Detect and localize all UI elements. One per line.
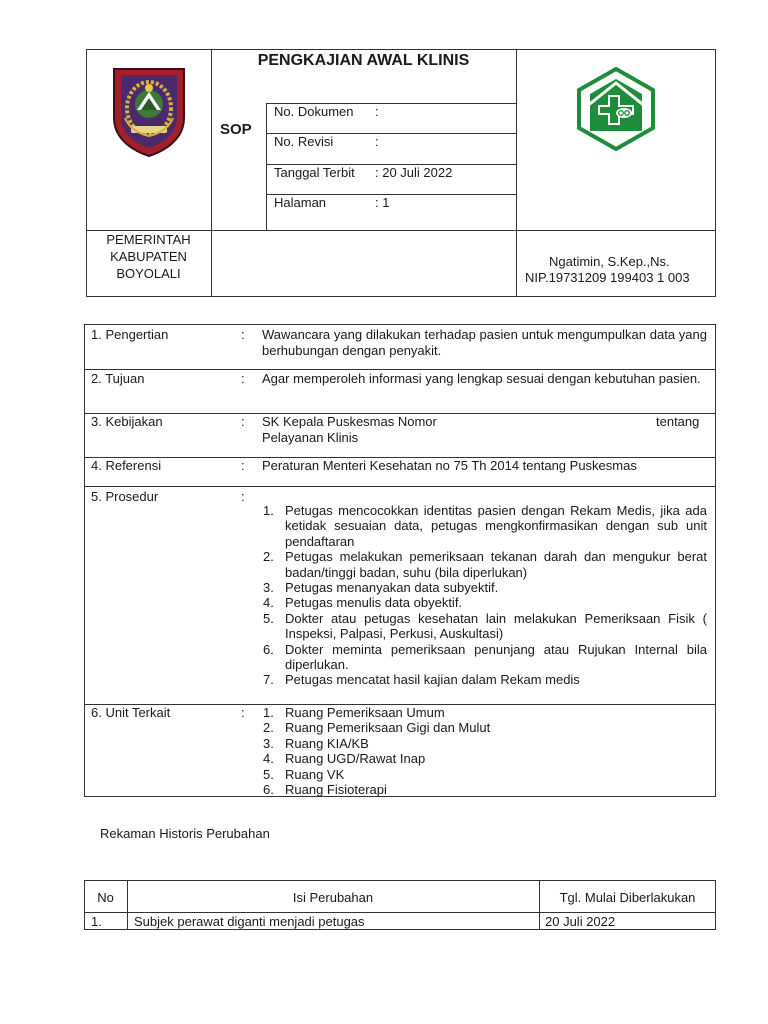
header-divider (266, 103, 267, 230)
unit-item (263, 767, 707, 782)
meta-label-halaman: Halaman (274, 195, 327, 210)
history-title: Rekaman Historis Perubahan (100, 826, 270, 841)
unit-item (263, 736, 707, 751)
row-divider (84, 369, 716, 370)
step-text: Petugas melakukan pemeriksaan tekanan darah dan mengukur berat badan/tinggi badan, suhu (bila diperlukan) (285, 549, 707, 580)
history-cell-tgl: 20 Juli 2022 (545, 914, 616, 929)
section-colon: : (241, 705, 245, 720)
section-label-unit-terkait: 6. Unit Terkait (91, 705, 171, 720)
history-divider (539, 880, 540, 930)
unit-number: 1. (263, 705, 274, 720)
history-col-isi: Isi Perubahan (292, 890, 374, 905)
unit-item (263, 782, 707, 797)
procedure-step (263, 642, 707, 673)
procedure-step (263, 611, 707, 642)
section-text-kebijakan: SK Kepala Puskesmas Nomor (262, 414, 437, 429)
unit-text: Ruang UGD/Rawat Inap (285, 751, 426, 767)
section-colon: : (241, 458, 245, 473)
section-label-referensi: 4. Referensi (91, 458, 162, 473)
section-text-referensi: Peraturan Menteri Kesehatan no 75 Th 2014 tentang Puskesmas (262, 458, 637, 473)
history-cell-isi: Subjek perawat diganti menjadi petugas (134, 914, 365, 929)
step-text: Dokter atau petugas kesehatan lain melakukan Pemeriksaan Fisik ( Inspeksi, Palpasi, Perkusi, Auskultasi) (285, 610, 707, 642)
step-number: 2. (263, 549, 274, 565)
org-name (86, 231, 211, 282)
procedure-step (263, 503, 707, 549)
unit-number: 5. (263, 766, 274, 782)
step-text: Petugas mencocokkan identitas pasien dengan Rekam Medis, jika ada ketidak sesuaian data, petugas mengkonfirmasikan dengan sub unit pendaftaran (285, 503, 707, 549)
unit-item (263, 705, 707, 720)
step-text: Petugas menulis data obyektif. (285, 595, 463, 611)
unit-text: Ruang KIA/KB (285, 735, 369, 751)
history-divider (84, 912, 716, 913)
section-label-kebijakan: 3. Kebijakan (91, 414, 163, 429)
step-number: 5. (263, 610, 274, 626)
meta-value-tanggal-terbit: : 20 Juli 2022 (375, 165, 453, 180)
header-divider (516, 49, 517, 297)
org-line: PEMERINTAH (106, 232, 191, 247)
unit-item (263, 720, 707, 735)
meta-label-tanggal-terbit: Tanggal Terbit (274, 165, 355, 180)
procedure-step (263, 549, 707, 580)
section-colon: : (241, 489, 245, 504)
history-col-no: No (97, 890, 114, 905)
meta-value-halaman: : 1 (375, 195, 390, 210)
procedure-step (263, 595, 707, 610)
section-label-tujuan: 2. Tujuan (91, 371, 145, 386)
step-text: Dokter meminta pemeriksaan penunjang atau Rujukan Internal bila diperlukan. (285, 641, 707, 673)
section-colon: : (241, 414, 245, 429)
meta-value-no-dokumen: : (375, 104, 379, 119)
section-label-pengertian: 1. Pengertian (91, 327, 169, 342)
history-cell-no: 1. (91, 914, 102, 929)
header-divider (211, 49, 212, 297)
unit-list (263, 705, 707, 797)
org-line: KABUPATEN (110, 249, 187, 264)
unit-number: 4. (263, 751, 274, 767)
procedure-step (263, 580, 707, 595)
section-text-pengertian: Wawancara yang dilakukan terhadap pasien untuk mengumpulkan data yang berhubungan dengan penyakit. (262, 327, 707, 358)
org-line: BOYOLALI (116, 266, 181, 281)
procedure-step (263, 672, 707, 687)
unit-text: Ruang Pemeriksaan Umum (285, 705, 445, 720)
section-text-tujuan: Agar memperoleh informasi yang lengkap sesuai dengan kebutuhan pasien. (262, 371, 701, 386)
unit-text: Ruang Fisioterapi (285, 782, 387, 798)
meta-value-no-revisi: : (375, 134, 379, 149)
step-number: 7. (263, 672, 274, 688)
unit-number: 6. (263, 782, 274, 798)
procedure-list (263, 503, 707, 688)
section-colon: : (241, 371, 245, 386)
step-text: Petugas menanyakan data subyektif. (285, 580, 499, 596)
history-col-tgl: Tgl. Mulai Diberlakukan (559, 890, 696, 905)
section-text-kebijakan-tentang: tentang (656, 414, 700, 429)
meta-label-no-revisi: No. Revisi (274, 134, 334, 149)
page-title: PENGKAJIAN AWAL KLINIS (257, 52, 470, 69)
step-text: Petugas mencatat hasil kajian dalam Rekam medis (285, 672, 580, 688)
unit-text: Ruang Pemeriksaan Gigi dan Mulut (285, 720, 491, 736)
boyolali-emblem-icon (111, 66, 187, 158)
puskesmas-logo-icon (576, 67, 656, 151)
unit-number: 3. (263, 735, 274, 751)
unit-text: Ruang VK (285, 766, 345, 782)
row-divider (84, 486, 716, 487)
step-number: 6. (263, 641, 274, 657)
unit-item (263, 751, 707, 766)
section-colon: : (241, 327, 245, 342)
sop-label: SOP (220, 121, 252, 138)
history-divider (127, 880, 128, 930)
step-number: 4. (263, 595, 274, 611)
meta-label-no-dokumen: No. Dokumen (274, 104, 354, 119)
signatory-name: Ngatimin, S.Kep.,Ns. (549, 254, 670, 269)
signatory-nip: NIP.19731209 199403 1 003 (525, 270, 690, 285)
unit-number: 2. (263, 720, 274, 736)
step-number: 1. (263, 503, 274, 518)
section-text-kebijakan-line2: Pelayanan Klinis (262, 430, 359, 445)
step-number: 3. (263, 580, 274, 596)
section-label-prosedur: 5. Prosedur (91, 489, 159, 504)
